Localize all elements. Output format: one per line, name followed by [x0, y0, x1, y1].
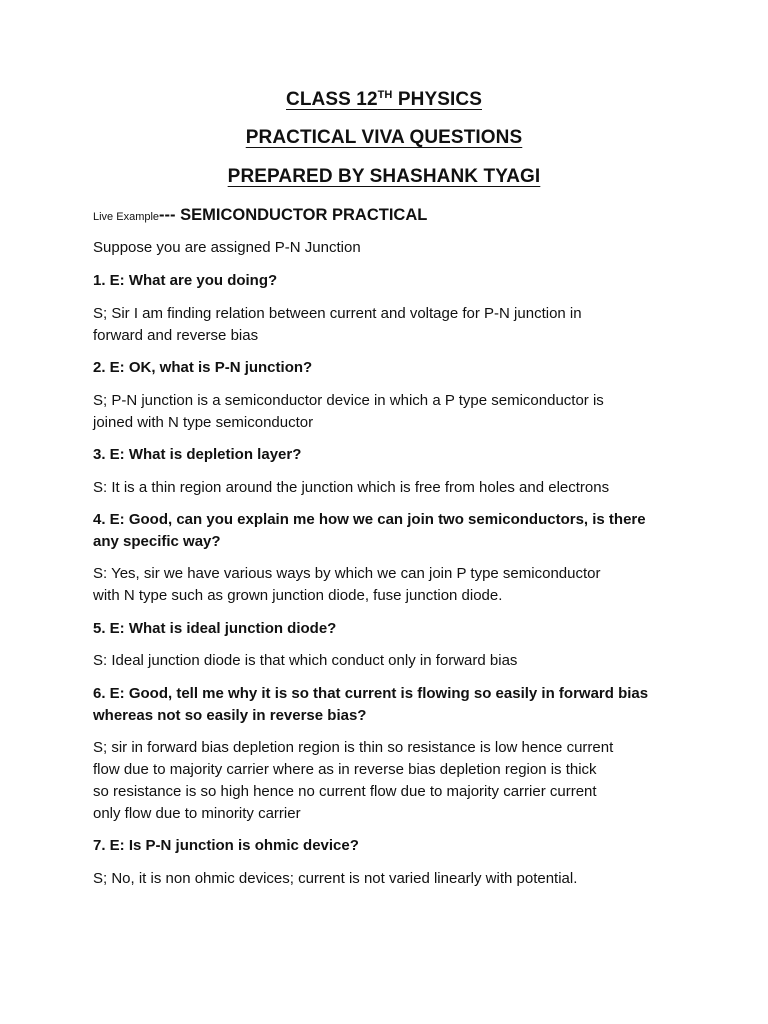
live-example-line — [93, 204, 693, 228]
answer-3 — [93, 477, 693, 499]
question-7: 7. E: Is P-N junction is ohmic device? — [93, 837, 359, 854]
answer-6-line-3: so resistance is so high hence no current flow due to majority carrier current — [93, 783, 597, 800]
document-title-author: PREPARED BY SHASHANK TYAGI — [227, 166, 541, 187]
answer-2-line-2: joined with N type semiconductor — [93, 414, 314, 431]
answer-4 — [93, 563, 693, 607]
question-3: 3. E: What is depletion layer? — [93, 446, 302, 463]
intro-text: Suppose you are assigned P-N Junction — [93, 239, 361, 256]
answer-2-line-1: S; P-N junction is a semiconductor device in which a P type semiconductor is — [93, 392, 604, 409]
title-class-suffix: PHYSICS — [392, 89, 482, 110]
question-1: 1. E: What are you doing? — [93, 272, 278, 289]
document-title-viva: PRACTICAL VIVA QUESTIONS — [245, 127, 523, 148]
document-title-class — [0, 89, 768, 111]
answer-4-line-2: with N type such as grown junction diode, fuse junction diode. — [93, 587, 503, 604]
answer-3-line-1: S: It is a thin region around the junction which is free from holes and electrons — [93, 479, 610, 496]
answer-6 — [93, 737, 693, 825]
title-class-prefix: CLASS 12 — [286, 89, 378, 110]
answer-1-line-1: S; Sir I am finding relation between current and voltage for P-N junction in — [93, 305, 582, 322]
answer-5-line-1: S: Ideal junction diode is that which conduct only in forward bias — [93, 652, 518, 669]
live-example-label: Live Example — [93, 211, 160, 223]
question-4 — [93, 509, 693, 553]
answer-1 — [93, 303, 693, 347]
live-example-subject: SEMICONDUCTOR PRACTICAL — [175, 206, 428, 224]
answer-5 — [93, 650, 693, 672]
live-example-dashes: --- — [159, 206, 176, 224]
question-6 — [93, 683, 693, 727]
answer-6-line-1: S; sir in forward bias depletion region is thin so resistance is low hence current — [93, 739, 614, 756]
question-4-line-1: 4. E: Good, can you explain me how we can join two semiconductors, is there — [93, 511, 646, 528]
title-class-superscript: TH — [377, 89, 393, 101]
question-6-line-2: whereas not so easily in reverse bias? — [93, 707, 367, 724]
question-6-line-1: 6. E: Good, tell me why it is so that current is flowing so easily in forward bias — [93, 685, 649, 702]
question-2: 2. E: OK, what is P-N junction? — [93, 359, 313, 376]
answer-4-line-1: S: Yes, sir we have various ways by which we can join P type semiconductor — [93, 565, 601, 582]
answer-6-line-2: flow due to majority carrier where as in reverse bias depletion region is thick — [93, 761, 597, 778]
answer-6-line-4: only flow due to minority carrier — [93, 805, 301, 822]
question-4-line-2: any specific way? — [93, 533, 221, 550]
answer-7 — [93, 868, 693, 890]
answer-7-line-1: S; No, it is non ohmic devices; current is not varied linearly with potential. — [93, 870, 578, 887]
answer-2 — [93, 390, 693, 434]
answer-1-line-2: forward and reverse bias — [93, 327, 259, 344]
question-5: 5. E: What is ideal junction diode? — [93, 620, 337, 637]
